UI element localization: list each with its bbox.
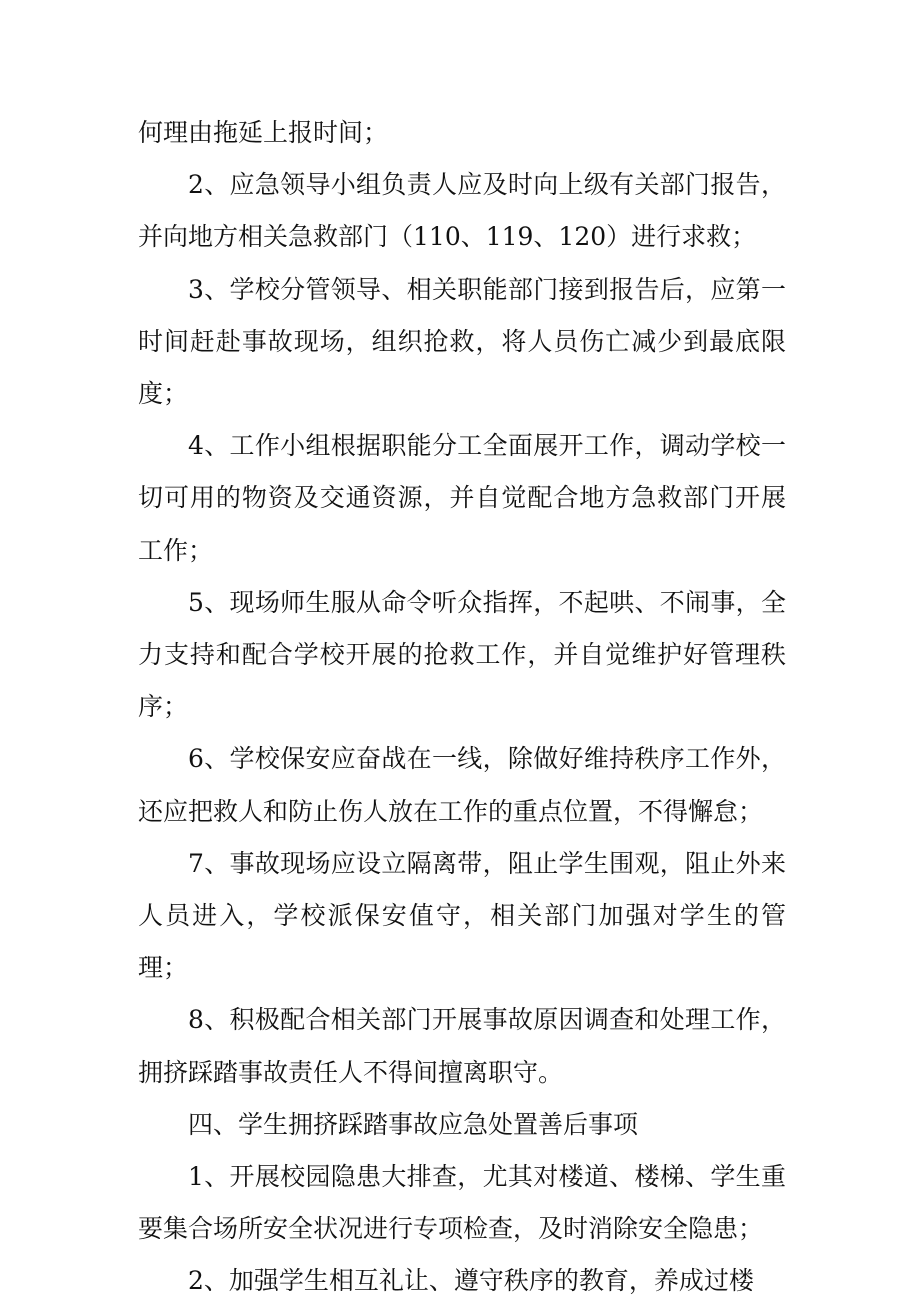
paragraph-aftermath-1: 1、开展校园隐患大排查，尤其对楼道、楼梯、学生重要集合场所安全状况进行专项检查，及时消除安全隐患； (138, 1162, 786, 1244)
paragraph-item-2: 2、应急领导小组负责人应及时向上级有关部门报告，并向地方相关急救部门（110、119、120）进行求救； (138, 170, 786, 252)
paragraph-aftermath-2: 2、加强学生相互礼让、遵守秩序的教育，养成过楼 (188, 1266, 754, 1296)
paragraph-item-6: 6、学校保安应奋战在一线，除做好维持秩序工作外，还应把救人和防止伤人放在工作的重点位置，不得懈怠； (138, 744, 786, 826)
section-heading: 四、学生拥挤踩踏事故应急处置善后事项 (188, 1109, 639, 1139)
paragraph-item-7: 7、事故现场应设立隔离带，阻止学生围观，阻止外来人员进入，学校派保安值守，相关部门加强对学生的管理； (138, 848, 786, 983)
paragraph-item-4: 4、工作小组根据职能分工全面展开工作，调动学校一切可用的物资及交通资源，并自觉配合地方急救部门开展工作； (138, 431, 786, 565)
paragraph-item-5: 5、现场师生服从命令听众指挥，不起哄、不闹事，全力支持和配合学校开展的抢救工作，并自觉维护好管理秩序； (138, 587, 786, 722)
paragraph-item-3: 3、学校分管领导、相关职能部门接到报告后，应第一时间赶赴事故现场，组织抢救，将人员伤亡减少到最底限度； (138, 274, 786, 409)
paragraph-continuation: 何理由拖延上报时间； (138, 118, 389, 147)
paragraph-item-8: 8、积极配合相关部门开展事故原因调查和处理工作，拥挤踩踏事故责任人不得间擅离职守。 (138, 1005, 786, 1087)
document-body (138, 107, 786, 1308)
